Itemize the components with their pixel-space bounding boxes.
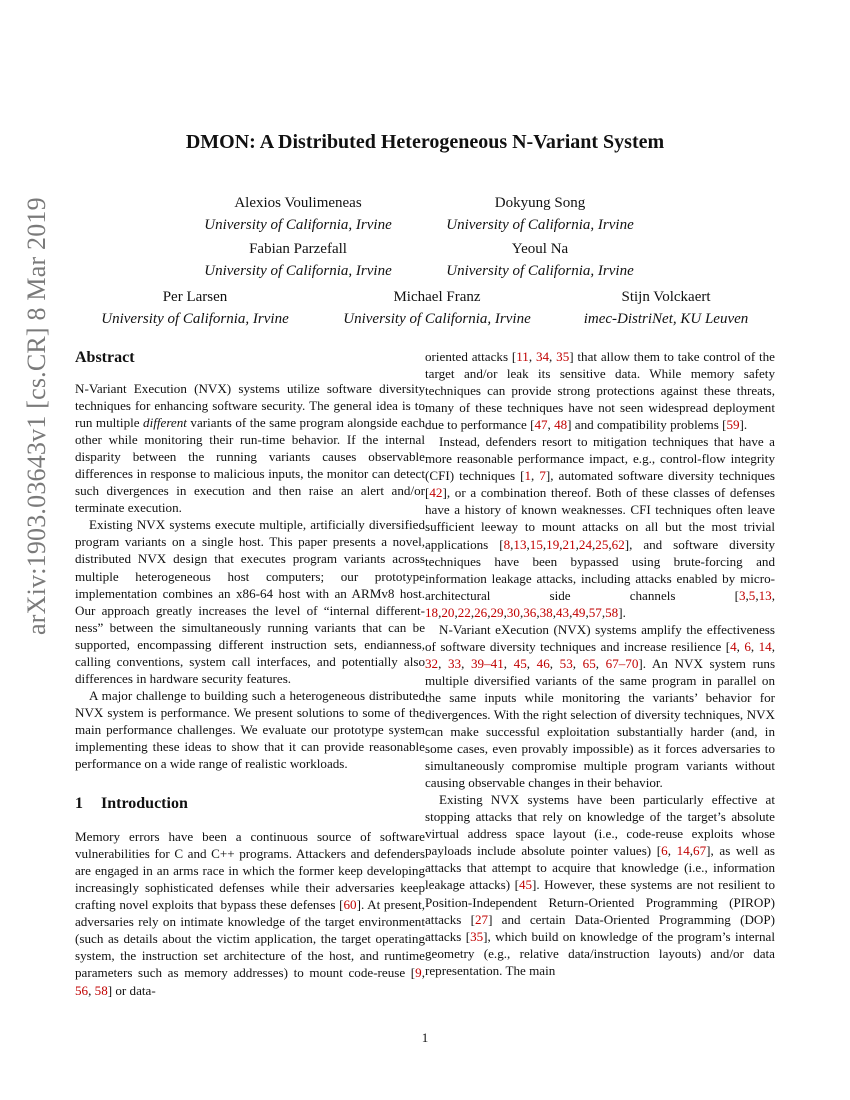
author-name: Fabian Parzefall <box>249 241 347 257</box>
citation-link[interactable]: 58 <box>605 604 619 620</box>
citation-link[interactable]: 49 <box>572 604 586 620</box>
citation-link[interactable]: 1 <box>524 468 532 484</box>
citation-link[interactable]: 9 <box>415 965 422 981</box>
citation-link[interactable]: 46 <box>536 655 550 671</box>
citation-link[interactable]: 57 <box>588 604 602 620</box>
author-6 <box>324 286 550 330</box>
page-number: 1 <box>421 1030 429 1045</box>
section-number: 1 <box>75 795 83 813</box>
citation-link[interactable]: 59 <box>726 417 740 433</box>
citation-link[interactable]: 58 <box>94 982 108 998</box>
author-affiliation: University of California, Irvine <box>204 217 392 233</box>
abstract-paragraph-2: Existing NVX systems execute multiple, artificially diversified program variants on a single host. This paper presents a novel, distributed NVX design that executes program variants across multiple heterogeneous host computers; our prototype implementation combines an x86-64 host with an ARMv8 host. Our approach greatly increases the level of “internal different-ness” between the simultaneously running variants that can be supported, encompassing different instruction sets, endianness, calling conventions, system call interfaces, and potentially also differences in hardware security features. <box>75 517 425 686</box>
citation-link[interactable]: 35 <box>556 349 570 364</box>
citation-link[interactable]: 26 <box>474 604 488 620</box>
citation-link[interactable]: 47 <box>534 417 548 433</box>
author-name: Stijn Volckaert <box>621 289 711 305</box>
citation-link[interactable]: 53 <box>559 655 573 671</box>
right-column <box>425 348 775 979</box>
author-name: Alexios Voulimeneas <box>234 195 362 211</box>
citation-link[interactable]: 43 <box>556 604 570 620</box>
citation-link[interactable]: 13 <box>513 536 527 552</box>
arxiv-stamp-text: arXiv:1903.03643v1 [cs.CR] 8 Mar 2019 <box>22 197 51 635</box>
citation-link[interactable]: 32 <box>425 655 439 671</box>
citation-link[interactable]: 42 <box>429 485 443 501</box>
author-2 <box>440 192 640 236</box>
author-affiliation: University of California, Irvine <box>446 263 634 279</box>
emphasis: different <box>143 415 187 431</box>
author-name: Yeoul Na <box>511 241 569 257</box>
citation-link[interactable]: 48 <box>554 417 568 433</box>
author-affiliation: University of California, Irvine <box>343 311 531 327</box>
citation-link[interactable]: 8 <box>503 536 511 552</box>
section-title: Introduction <box>101 795 188 813</box>
paper-title: DMON: A Distributed Heterogeneous N-Variant System <box>185 131 665 153</box>
citation-link[interactable]: 6 <box>744 638 751 654</box>
citation-link[interactable]: 5 <box>748 587 756 603</box>
author-affiliation: imec-DistriNet, KU Leuven <box>583 311 749 327</box>
author-1 <box>188 192 408 236</box>
citation-link[interactable]: 14 <box>676 843 690 859</box>
abstract-heading: Abstract <box>75 349 135 366</box>
abstract-paragraph-1: N-Variant Execution (NVX) systems utilize software diversity techniques for enhancing software security. The general idea is to run multiple different variants of the same program alongside each other while monitoring their run-time behavior. If the internal disparity between the running variants causes observable differences in response to malicious inputs, the monitor can detect such divergences in execution and then raise an alert and/or terminate execution. <box>75 381 425 516</box>
author-3 <box>188 238 408 282</box>
introduction-heading <box>75 794 425 814</box>
citation-link[interactable]: 34 <box>535 349 550 364</box>
citation-link[interactable]: 65 <box>582 655 596 671</box>
citation-link[interactable]: 33 <box>448 655 462 671</box>
citation-link[interactable]: 6 <box>661 843 668 859</box>
citation-link[interactable]: 39–41 <box>471 655 504 671</box>
citation-link[interactable]: 14 <box>758 638 772 654</box>
author-affiliation: University of California, Irvine <box>101 311 289 327</box>
citation-link[interactable]: 45 <box>513 655 527 671</box>
author-5 <box>85 286 305 330</box>
citation-link[interactable]: 4 <box>730 638 737 654</box>
author-affiliation: University of California, Irvine <box>204 263 392 279</box>
author-7 <box>568 286 764 330</box>
author-4 <box>440 238 640 282</box>
citation-link[interactable]: 15 <box>529 536 543 552</box>
intro-paragraph-1-continued: oriented attacks [11, 34, 35] that allow them to take control of the target and/or leak its sensitive data. While memory safety techniques can provide strong protections against these threats, many of these techniques have not seen widespread deployment due to performance [47, 48] and compatibility problems [59]. <box>425 349 775 433</box>
citation-link[interactable]: 36 <box>523 604 537 620</box>
citation-link[interactable]: 19 <box>546 536 560 552</box>
citation-link[interactable]: 3 <box>738 587 746 603</box>
citation-link[interactable]: 56 <box>75 982 89 998</box>
citation-link[interactable]: 67 <box>693 843 707 859</box>
citation-link[interactable]: 18 <box>425 604 439 620</box>
citation-link[interactable]: 7 <box>539 468 546 484</box>
citation-link[interactable]: 27 <box>474 911 489 927</box>
abstract-paragraph-3: A major challenge to building such a heterogeneous distributed NVX system is performance. We present solutions to some of the main performance challenges. We evaluate our prototype system implementing these ideas to show that it can provide reasonable performance on a wide range of realistic workloads. <box>75 687 425 772</box>
citation-link[interactable]: 21 <box>562 536 576 552</box>
author-name: Michael Franz <box>393 289 481 305</box>
citation-link[interactable]: 29 <box>490 604 504 620</box>
citation-link[interactable]: 38 <box>539 604 553 620</box>
citation-link[interactable]: 30 <box>506 604 520 620</box>
citation-link[interactable]: 24 <box>578 536 592 552</box>
left-column <box>75 348 425 999</box>
citation-link[interactable]: 60 <box>343 897 357 913</box>
intro-paragraph-1: Memory errors have been a continuous source of software vulnerabilities for C and C++ programs. Attackers and defenders are engaged in an arms race in which the former keep developing increasingly sophisticated defenses while their adversaries keep crafting novel exploits that bypass these defenses [60]. At present, adversaries rely on intimate knowledge of the target environment (such as details about the victim application, the target operating system, the instruction set architecture of the host, and runtime parameters such as memory addresses) to mount code-reuse [9, 56, 58] or data- <box>75 829 425 998</box>
citation-link[interactable]: 67–70 <box>605 655 639 671</box>
citation-link[interactable]: 13 <box>758 587 772 603</box>
intro-paragraph-2: Instead, defenders resort to mitigation techniques that have a more reasonable performance impact, e.g., control-flow integrity (CFI) techniques [1, 7], automated software diversity techniques [42], or a combination thereof. Both of these classes of defenses have a history of known weaknesses. CFI techniques often leave sufficient leeway to mount attacks on all but the most trivial applications [8,13,15,19,21,24,25,62], and software diversity techniques have been bypassed using brute-forcing and information leakage attacks, including attacks enabled by micro-architectural side channels [3,5,13, 18,20,22,26,29,30,36,38,43,49,57,58]. <box>425 434 776 620</box>
citation-link[interactable]: 22 <box>457 604 471 620</box>
citation-link[interactable]: 35 <box>470 928 484 944</box>
citation-link[interactable]: 25 <box>595 536 609 552</box>
citation-link[interactable]: 62 <box>611 536 625 552</box>
citation-link[interactable]: 45 <box>518 877 533 893</box>
citation-link[interactable]: 20 <box>441 604 455 620</box>
author-name: Dokyung Song <box>494 195 586 211</box>
intro-paragraph-4: Existing NVX systems have been particularly effective at stopping attacks that rely on knowledge of the target’s absolute virtual address space layout (i.e., code-reuse exploits whose payloads include absolute pointer values) [6, 14,67], as well as attacks that attempt to acquire that knowledge (i.e., information leakage attacks) [45]. However, these systems are not resilient to Position-Independent Return-Oriented Programming (PIROP) attacks [27] and certain Data-Oriented Programming (DOP) attacks [35], which build on knowledge of the program’s internal geometry (e.g., relative data/instruction layouts) and/or data representation. The main <box>425 792 776 978</box>
author-affiliation: University of California, Irvine <box>446 217 634 233</box>
author-name: Per Larsen <box>162 289 228 305</box>
intro-paragraph-3: N-Variant eXecution (NVX) systems amplify the effectiveness of software diversity techniques and increase resilience [4, 6, 14, 32, 33, 39–41, 45, 46, 53, 65, 67–70]. An NVX system runs multiple diversified variants of the same program in parallel on the same inputs while monitoring the variants’ behavior for divergences. With the right selection of diversity techniques, NVX can make successful exploitation substantially harder (and, in some cases, even provably impossible) as it forces adversaries to simultaneously compromise multiple program variants without causing observable changes in their behavior. <box>425 621 776 791</box>
citation-link[interactable]: 11 <box>516 349 529 364</box>
